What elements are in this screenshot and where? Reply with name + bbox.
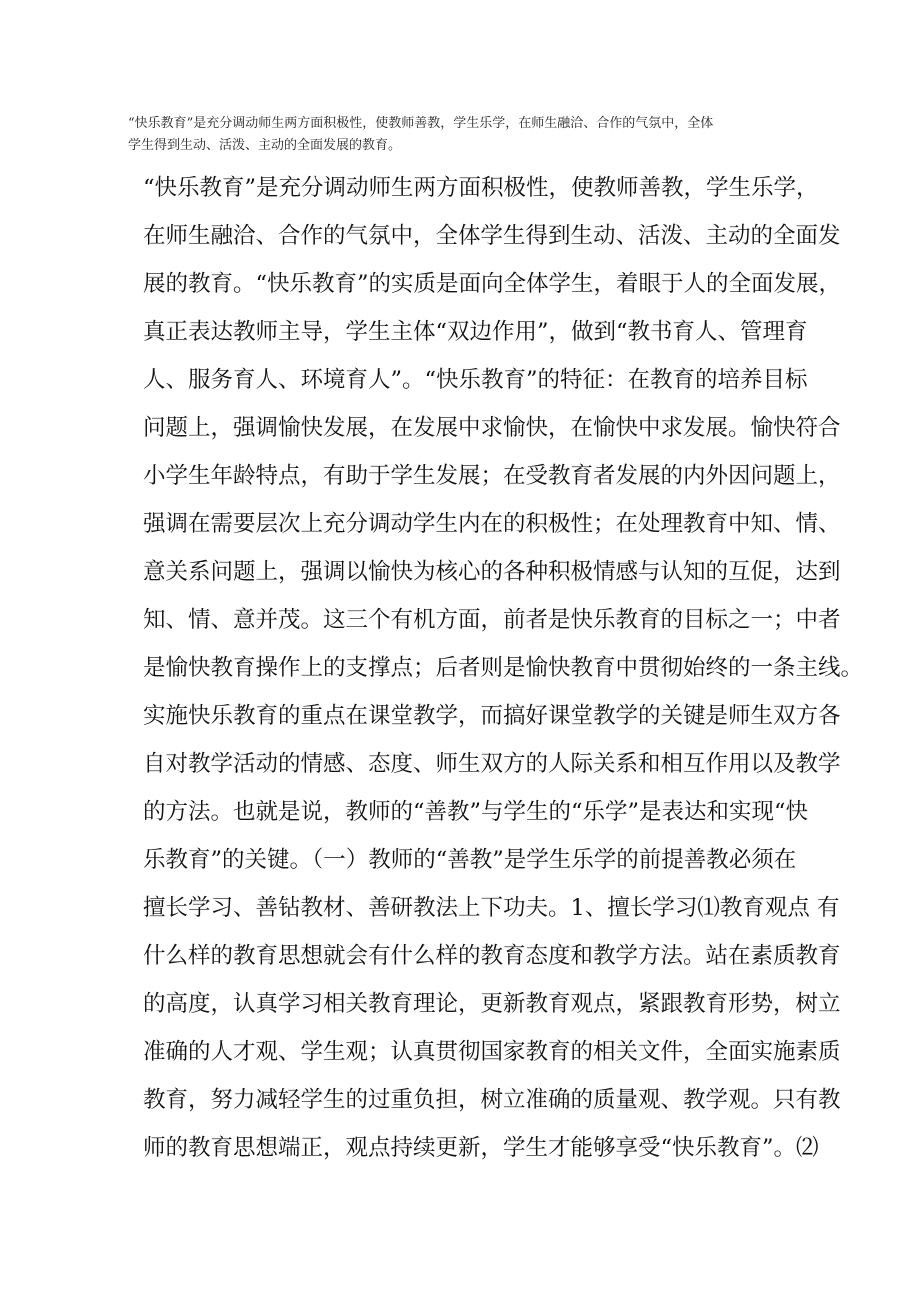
body-line: 意关系问题上，强调以愉快为核心的各种积极情感与认知的互促，达到 <box>143 559 841 585</box>
body-line: 什么样的教育思想就会有什么样的教育态度和教学方法。站在素质教育 <box>143 943 841 969</box>
body-line: 的方法。也就是说，教师的“善教”与学生的“乐学”是表达和实现“快 <box>143 799 809 825</box>
body-line: 小学生年龄特点，有助于学生发展；在受教育者发展的内外因问题上， <box>143 463 841 489</box>
body-line: 展的教育。“快乐教育”的实质是面向全体学生，着眼于人的全面发展， <box>143 271 842 297</box>
body-line: 是愉快教育操作上的支撑点；后者则是愉快教育中贯彻始终的一条主线。 <box>143 655 864 681</box>
body-line: 强调在需要层次上充分调动学生内在的积极性；在处理教育中知、情、 <box>143 511 841 537</box>
body-line: 自对教学活动的情感、态度、师生双方的人际关系和相互作用以及教学 <box>143 751 841 777</box>
body-line: 人、服务育人、环境育人”。“快乐教育”的特征：在教育的培养目标 <box>143 367 808 393</box>
body-line: 知、情、意并茂。这三个有机方面，前者是快乐教育的目标之一；中者 <box>143 607 841 633</box>
body-line: 擅长学习、善钻教材、善研教法上下功夫。1、擅长学习⑴教育观点 有 <box>143 895 840 921</box>
body-line: “快乐教育”是充分调动师生两方面积极性，使教师善教，学生乐学， <box>143 175 819 201</box>
body-line: 教育，努力减轻学生的过重负担，树立准确的质量观、教学观。只有教 <box>143 1087 841 1113</box>
body-line: 师的教育思想端正，观点持续更新，学生才能够享受“快乐教育”。⑵ <box>143 1135 819 1161</box>
body-line: 在师生融洽、合作的气氛中，全体学生得到生动、活泼、主动的全面发 <box>143 223 841 249</box>
body-line: 实施快乐教育的重点在课堂教学，而搞好课堂教学的关键是师生双方各 <box>143 703 841 729</box>
summary-line: 学生得到生动、活泼、主动的全面发展的教育。 <box>128 138 402 153</box>
body-line: 的高度，认真学习相关教育理论，更新教育观点，紧跟教育形势，树立 <box>143 991 841 1017</box>
body-line: 准确的人才观、学生观；认真贯彻国家教育的相关文件，全面实施素质 <box>143 1039 841 1065</box>
body-line: 乐教育”的关键。（一）教师的“善教”是学生乐学的前提善教必须在 <box>143 847 797 873</box>
summary-line: “快乐教育”是充分调动师生两方面积极性，使教师善教，学生乐学，在师生融洽、合作的气氛中，全体 <box>128 116 714 131</box>
body-line: 问题上，强调愉快发展，在发展中求愉快，在愉快中求发展。愉快符合 <box>143 415 841 441</box>
body-line: 真正表达教师主导，学生主体“双边作用”，做到“教书育人、管理育 <box>143 319 808 345</box>
summary-paragraph <box>128 113 788 157</box>
